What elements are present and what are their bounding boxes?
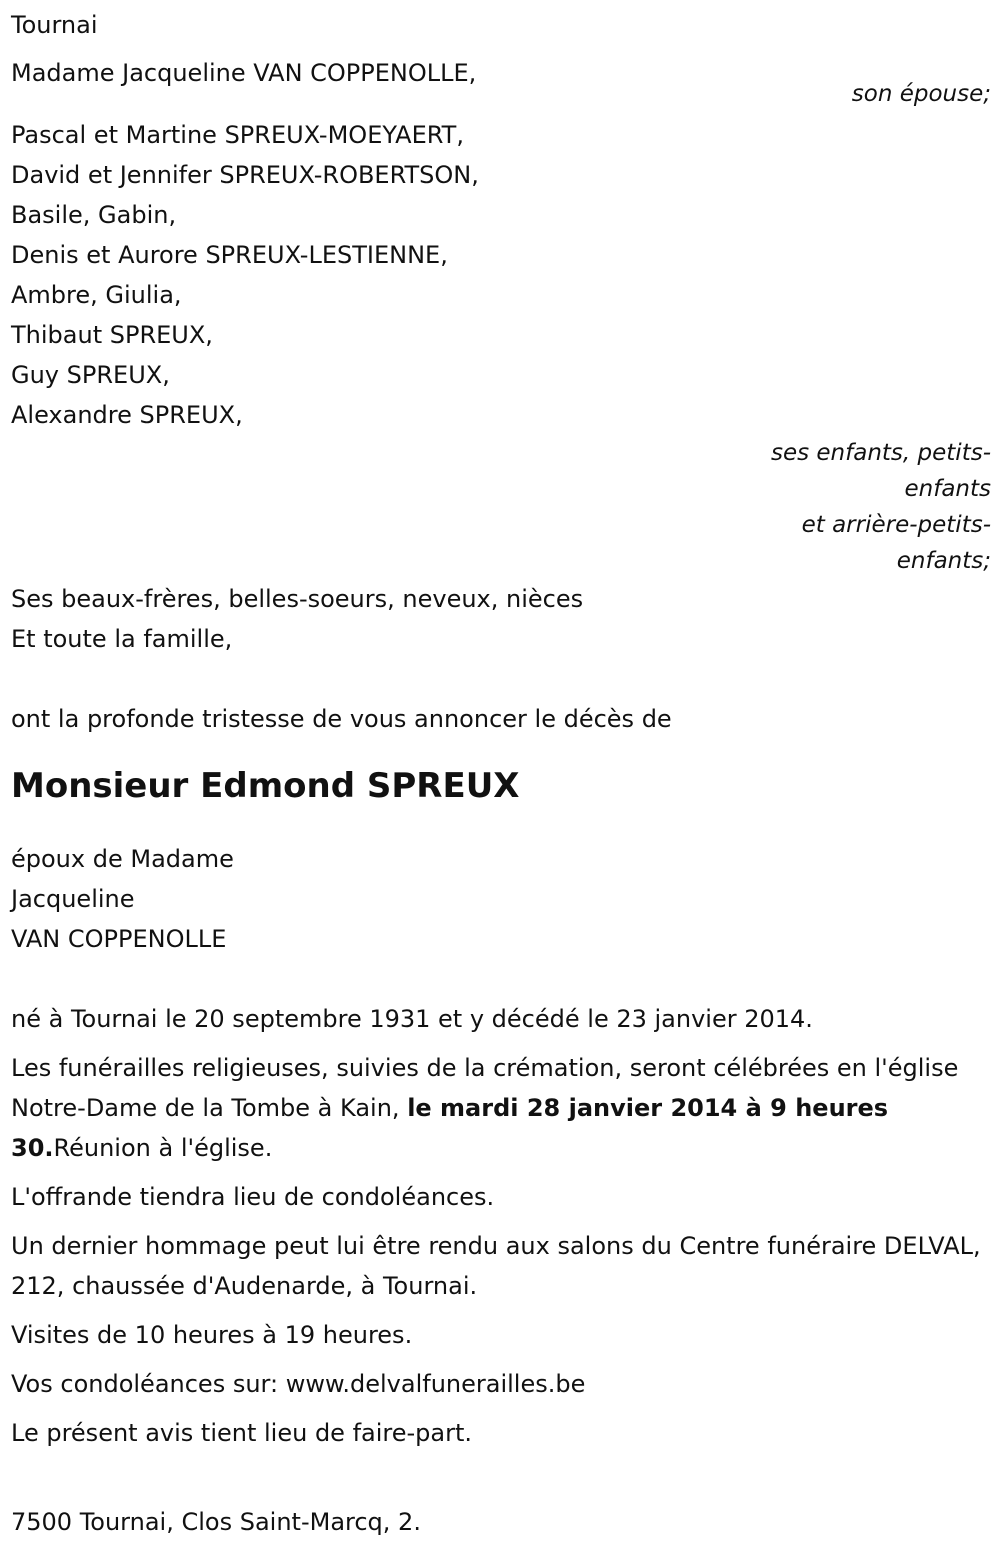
birth-death-text: né à Tournai le 20 septembre 1931 et y décédé le 23 janvier 2014. <box>11 1005 813 1033</box>
child-line: Guy SPREUX, <box>11 361 170 389</box>
child-line: Thibaut SPREUX, <box>11 321 213 349</box>
spouse-of-line: Jacqueline <box>11 885 135 913</box>
funeral-text: Les funérailles religieuses, suivies de la crémation, seront célébrées en l'église Notre-Dame de la Tombe à Kain, <box>11 1054 959 1122</box>
children-list <box>11 115 991 435</box>
child-line: David et Jennifer SPREUX-ROBERTSON, <box>11 161 479 189</box>
offering-text: L'offrande tiendra lieu de condoléances. <box>11 1183 495 1211</box>
child-line: Pascal et Martine SPREUX-MOEYAERT, <box>11 121 464 149</box>
condolences-text: Vos condoléances sur: www.delvalfunerailles.be <box>11 1370 586 1398</box>
funeral-paragraph <box>11 1048 991 1168</box>
child-line: Alexandre SPREUX, <box>11 401 243 429</box>
spouse-of-line: VAN COPPENOLLE <box>11 925 227 953</box>
address-text: 7500 Tournai, Clos Saint-Marcq, 2. <box>11 1508 421 1536</box>
deceased-name: Monsieur Edmond SPREUX <box>11 766 520 806</box>
child-line: Ambre, Giulia, <box>11 281 182 309</box>
notice-text: Le présent avis tient lieu de faire-part. <box>11 1419 473 1447</box>
spouse-role: son épouse; <box>851 81 991 107</box>
child-line: Basile, Gabin, <box>11 201 177 229</box>
extended-family-line: Ses beaux-frères, belles-soeurs, neveux, nièces <box>11 585 584 613</box>
extended-family-line: Et toute la famille, <box>11 625 233 653</box>
funeral-after: Réunion à l'église. <box>53 1134 273 1162</box>
announcement-text: ont la profonde tristesse de vous annoncer le décès de <box>11 705 672 733</box>
visits-text: Visites de 10 heures à 19 heures. <box>11 1321 413 1349</box>
spouse-name: Madame Jacqueline VAN COPPENOLLE, <box>11 59 477 87</box>
tribute-text: Un dernier hommage peut lui être rendu aux salons du Centre funéraire DELVAL, 212, chaussée d'Audenarde, à Tournai. <box>11 1232 981 1300</box>
obituary-notice <box>11 5 991 1542</box>
place-header: Tournai <box>11 11 98 39</box>
spouse-of-line: époux de Madame <box>11 845 234 873</box>
children-role-1: ses enfants, petits-enfants <box>770 440 991 502</box>
child-line: Denis et Aurore SPREUX-LESTIENNE, <box>11 241 448 269</box>
funeral-date: le mardi 28 janvier 2014 à 9 heures 30. <box>11 1094 889 1162</box>
children-role-2: et arrière-petits-enfants; <box>801 512 991 574</box>
